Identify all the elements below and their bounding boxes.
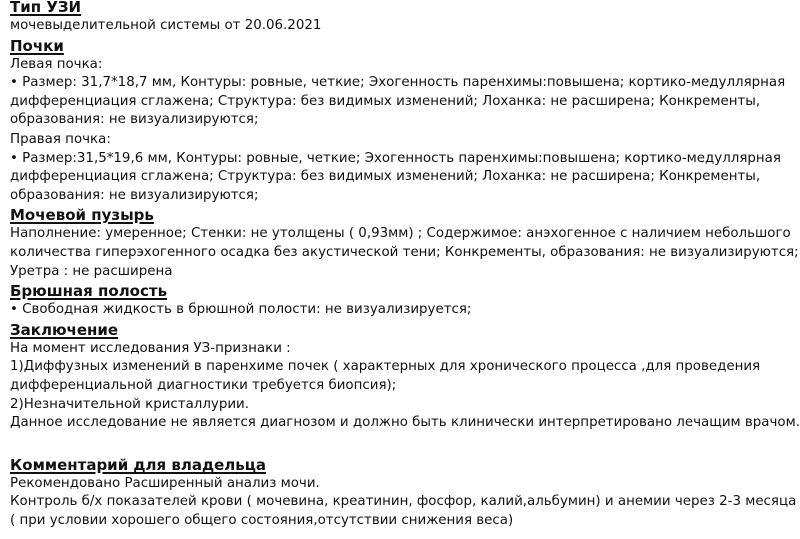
owner-comment-line-1: Рекомендовано Расширенный анализ мочи. [10, 475, 320, 491]
type-text: мочевыделительной системы от 20.06.2021 [10, 18, 322, 33]
right-kidney-text: • Размер:31,5*19,6 мм, Контуры: ровные, четкие; Эхогенность паренхимы:повышена; кортико-медуллярная дифференциация сглажена; Структура: без видимых изменений; Лоханка: не расширена; Конкременты, образования: не визуализируются; [10, 150, 781, 203]
right-kidney-label: Правая почка: [10, 131, 111, 147]
section-kidneys [10, 36, 800, 206]
section-conclusion [10, 320, 800, 433]
section-owner-comment [10, 455, 800, 531]
left-kidney-text: • Размер: 31,7*18,7 мм, Контуры: ровные, четкие; Эхогенность паренхимы:повышена; кортико-медуллярная дифференциация сглажена; Структура: без видимых изменений; Лоханка: не расширена; Конкременты, образования: не визуализируются; [10, 75, 786, 128]
conclusion-disclaimer: Данное исследование не является диагнозом и должно быть клинически интерпретировано лечащим врачом. [10, 415, 800, 431]
abdominal-text: • Свободная жидкость в брюшной полости: не визуализируется; [10, 302, 472, 318]
section-bladder [10, 205, 800, 281]
conclusion-item-1: 1)Диффузных изменений в паренхиме почек ( характерных для хронического процесса ,для проведения дифференциальной диагностики требуется биопсия); [10, 359, 761, 393]
heading-bladder: Мочевой пузырь [10, 206, 154, 225]
bladder-text: Наполнение: умеренное; Стенки: не утолщены ( 0,93мм) ; Содержимое: анэхогенное с наличием небольшого количества гиперэхогенного осадка без акустической тени; Конкременты, образования: не визуализируются; Уретра : не расширена [10, 226, 799, 279]
heading-type: Тип УЗИ [10, 0, 82, 16]
owner-comment-line-2: Контроль б/х показателей крови ( мочевина, креатинин, фосфор, калий,альбумин) и анемии через 2-3 месяца ( при условии хорошего общего состояния,отсутствии снижения веса) [10, 494, 797, 528]
conclusion-item-2: 2)Незначительной кристаллурии. [10, 396, 250, 412]
section-abdominal [10, 281, 800, 320]
left-kidney-label: Левая почка: [10, 56, 103, 72]
heading-kidneys: Почки [10, 36, 64, 55]
heading-owner-comment: Комментарий для владельца [10, 455, 266, 474]
conclusion-intro: На момент исследования УЗ-признаки : [10, 340, 291, 356]
heading-conclusion: Заключение [10, 320, 119, 339]
section-type [10, 0, 800, 36]
heading-abdominal: Брюшная полость [10, 282, 168, 301]
